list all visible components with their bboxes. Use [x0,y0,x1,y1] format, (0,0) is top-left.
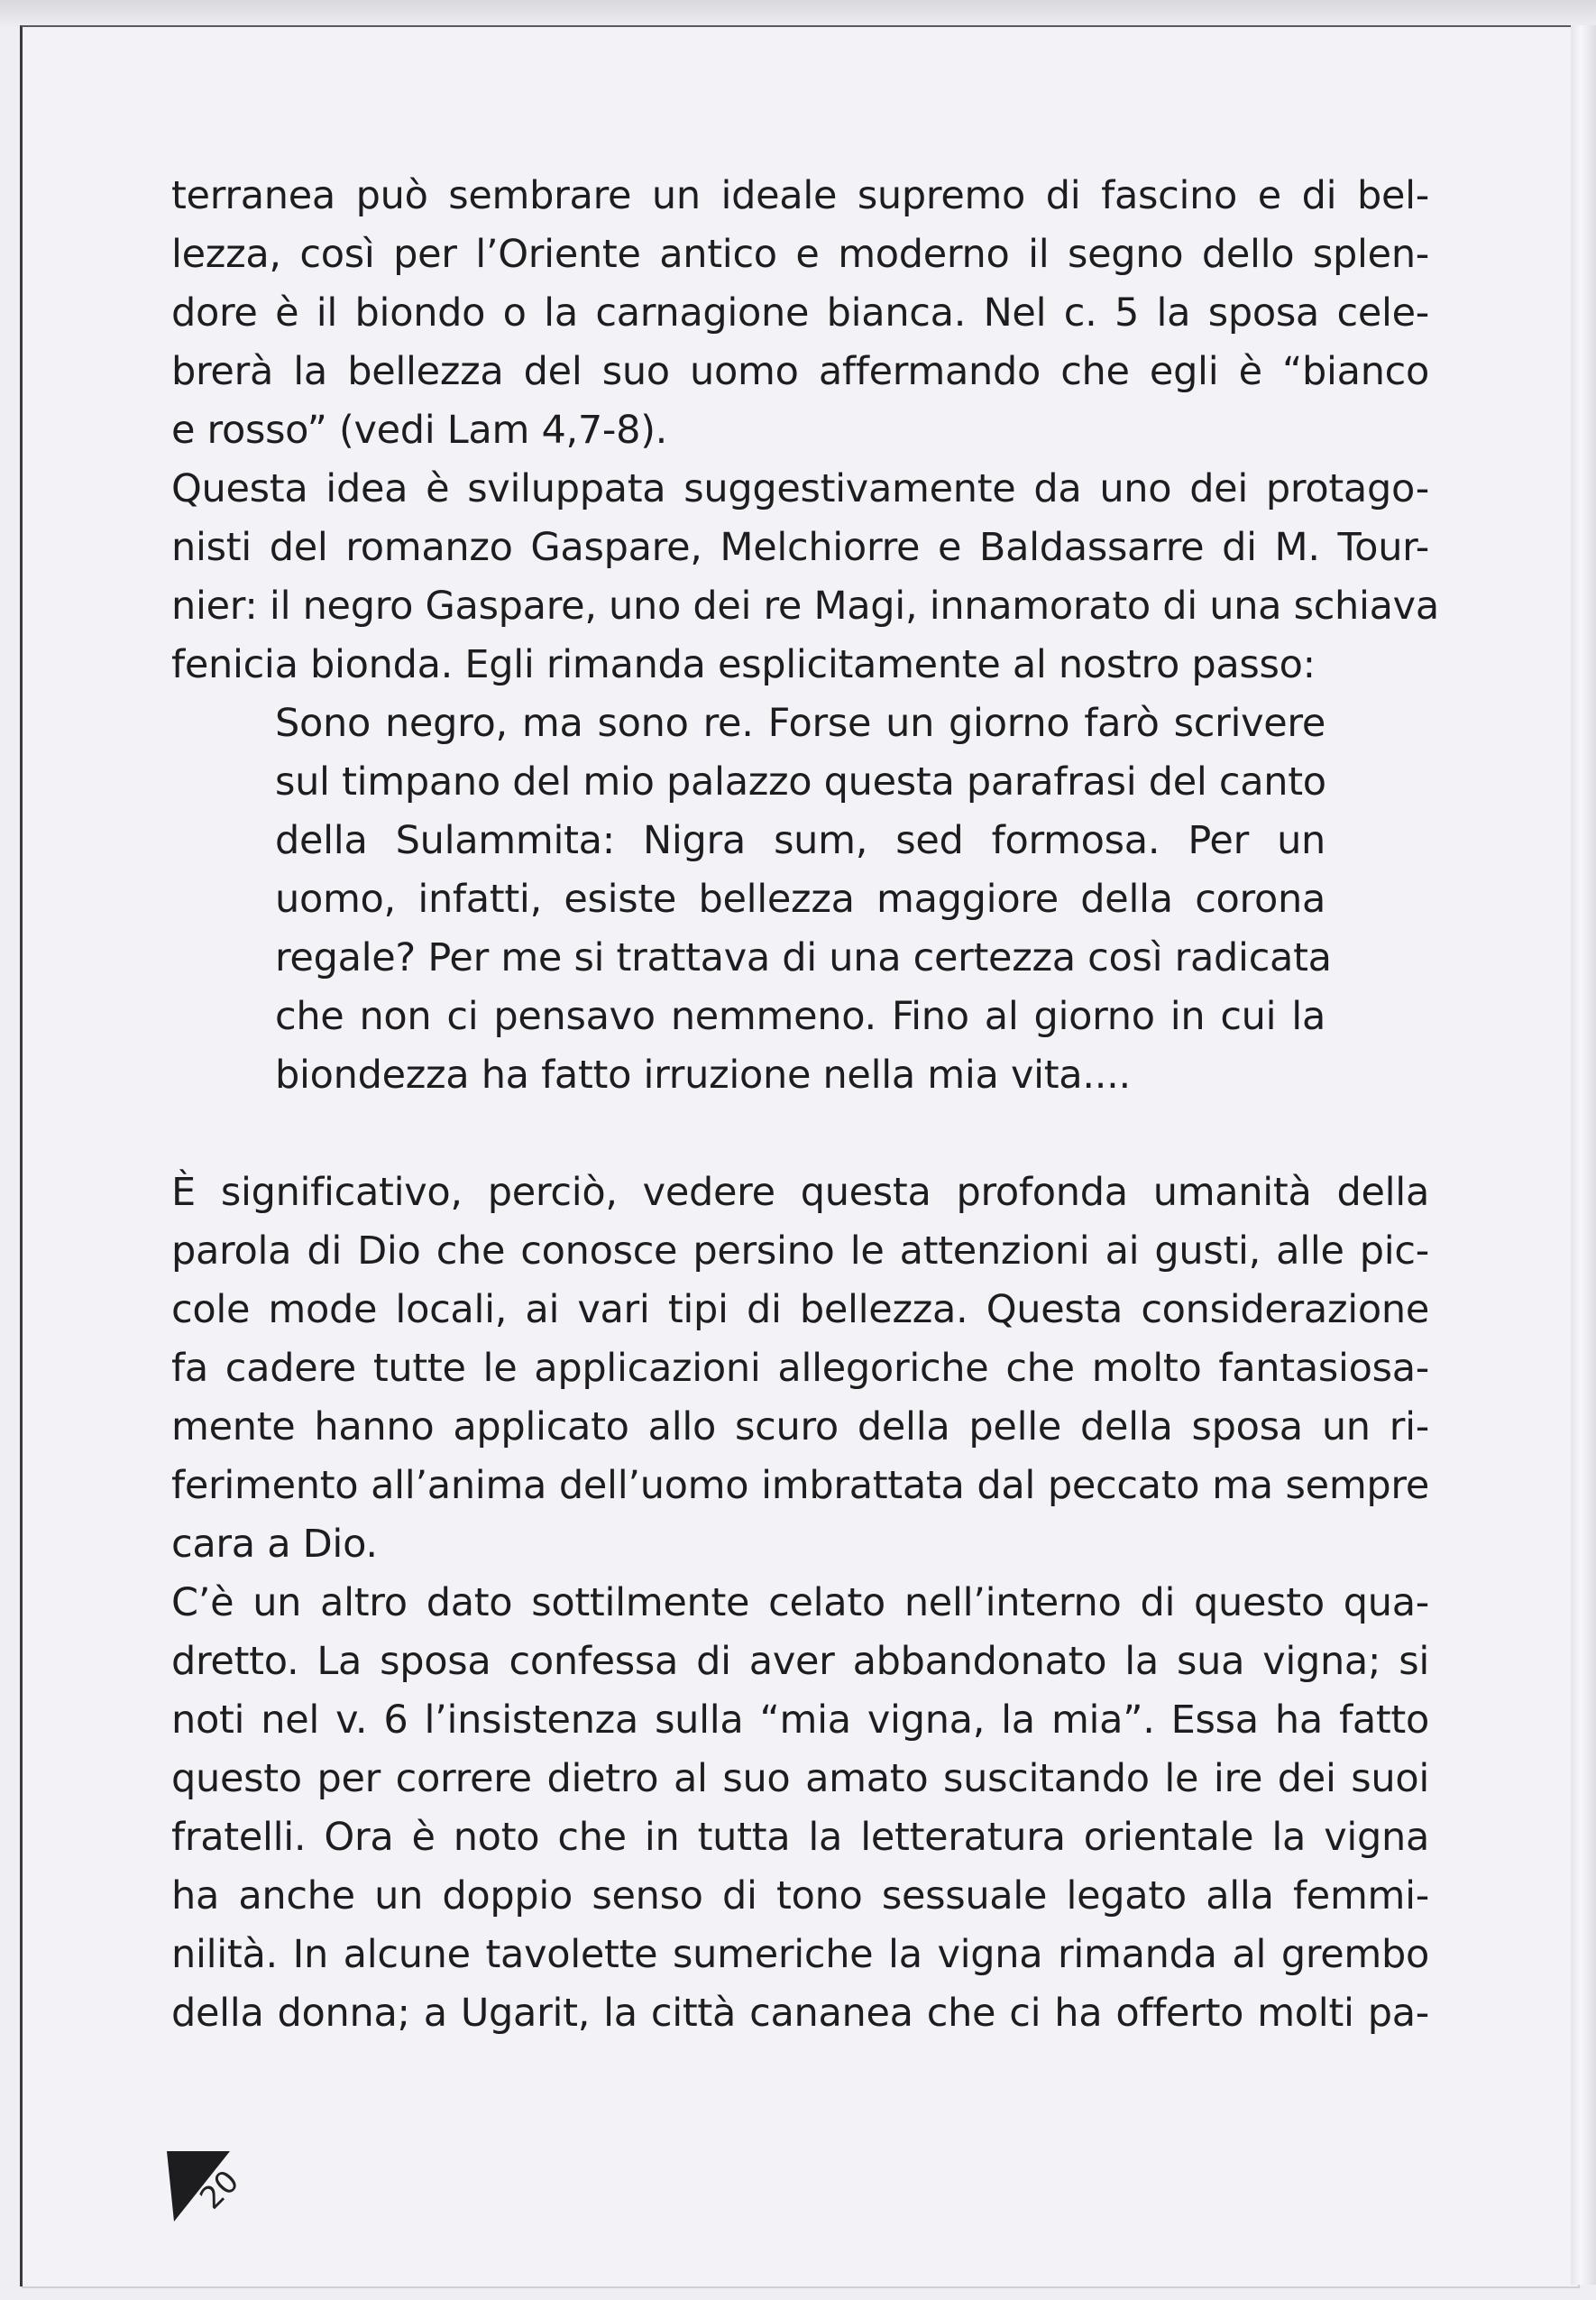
text-line: fa cadere tutte le applicazioni allegoriche che molto fantasiosa- [171,1346,1429,1391]
text-line: È significativo, perciò, vedere questa profonda umanità della [171,1170,1429,1215]
text-line: dretto. La sposa confessa di aver abbandonato la sua vigna; si [171,1639,1429,1684]
text-line: della donna; a Ugarit, la città cananea che ci ha offerto molti pa- [171,1991,1429,2036]
paragraph-gap [171,1105,1429,1164]
body-text [171,167,1439,2043]
text-line: nilità. In alcune tavolette sumeriche la vigna rimanda al grembo [171,1932,1429,1977]
text-line: fenicia bionda. Egli rimanda esplicitamente al nostro passo: [171,642,1316,687]
text-line: nier: il negro Gaspare, uno dei re Magi, innamorato di una schiava [171,584,1439,629]
quote-line: sul timpano del mio palazzo questa parafrasi del canto [275,759,1326,805]
quote-line: che non ci pensavo nemmeno. Fino al giorno in cui la [275,994,1325,1039]
quote-line: regale? Per me si trattava di una certezza così radicata [275,935,1332,980]
text-line: noti nel v. 6 l’insistenza sulla “mia vigna, la mia”. Essa ha fatto [171,1697,1429,1743]
text-line: terranea può sembrare un ideale supremo di fascino e di bel- [171,173,1429,218]
text-line: cole mode locali, ai vari tipi di bellezza. Questa considerazione [171,1287,1429,1332]
text-line: fratelli. Ora è noto che in tutta la letteratura orientale la vigna [171,1815,1429,1860]
quote-line: uomo, infatti, esiste bellezza maggiore della corona [275,877,1325,922]
text-line: questo per correre dietro al suo amato suscitando le ire dei suoi [171,1756,1429,1801]
quote-line: Sono negro, ma sono re. Forse un giorno farò scrivere [275,701,1325,746]
text-line: C’è un altro dato sottilmente celato nell’interno di questo qua- [171,1580,1429,1625]
text-line: ferimento all’anima dell’uomo imbrattata dal peccato ma sempre [171,1463,1429,1508]
text-line: nisti del romanzo Gaspare, Melchiorre e Baldassarre di M. Tour- [171,525,1429,570]
page-number: 20 [193,2163,247,2217]
text-line: brerà la bellezza del suo uomo affermando che egli è “bianco [171,349,1429,394]
text-line: ha anche un doppio senso di tono sessuale legato alla femmi- [171,1873,1429,1918]
block-quote [275,695,1332,1105]
quote-line: biondezza ha fatto irruzione nella mia vita.... [275,1053,1131,1098]
scan-shadow [0,0,1596,27]
text-line: dore è il biondo o la carnagione bianca. Nel c. 5 la sposa cele- [171,290,1429,336]
text-line: e rosso” (vedi Lam 4,7-8). [171,408,668,453]
text-line: cara a Dio. [171,1522,378,1567]
text-line: lezza, così per l’Oriente antico e moderno il segno dello splen- [171,232,1429,277]
quote-line: della Sulammita: Nigra sum, sed formosa. Per un [275,818,1325,863]
text-line: Questa idea è sviluppata suggestivamente da uno dei protago- [171,466,1429,511]
page-edge [1571,25,1596,2285]
text-line: parola di Dio che conosce persino le attenzioni ai gusti, alle pic- [171,1228,1429,1274]
text-line: mente hanno applicato allo scuro della pelle della sposa un ri- [171,1404,1429,1449]
